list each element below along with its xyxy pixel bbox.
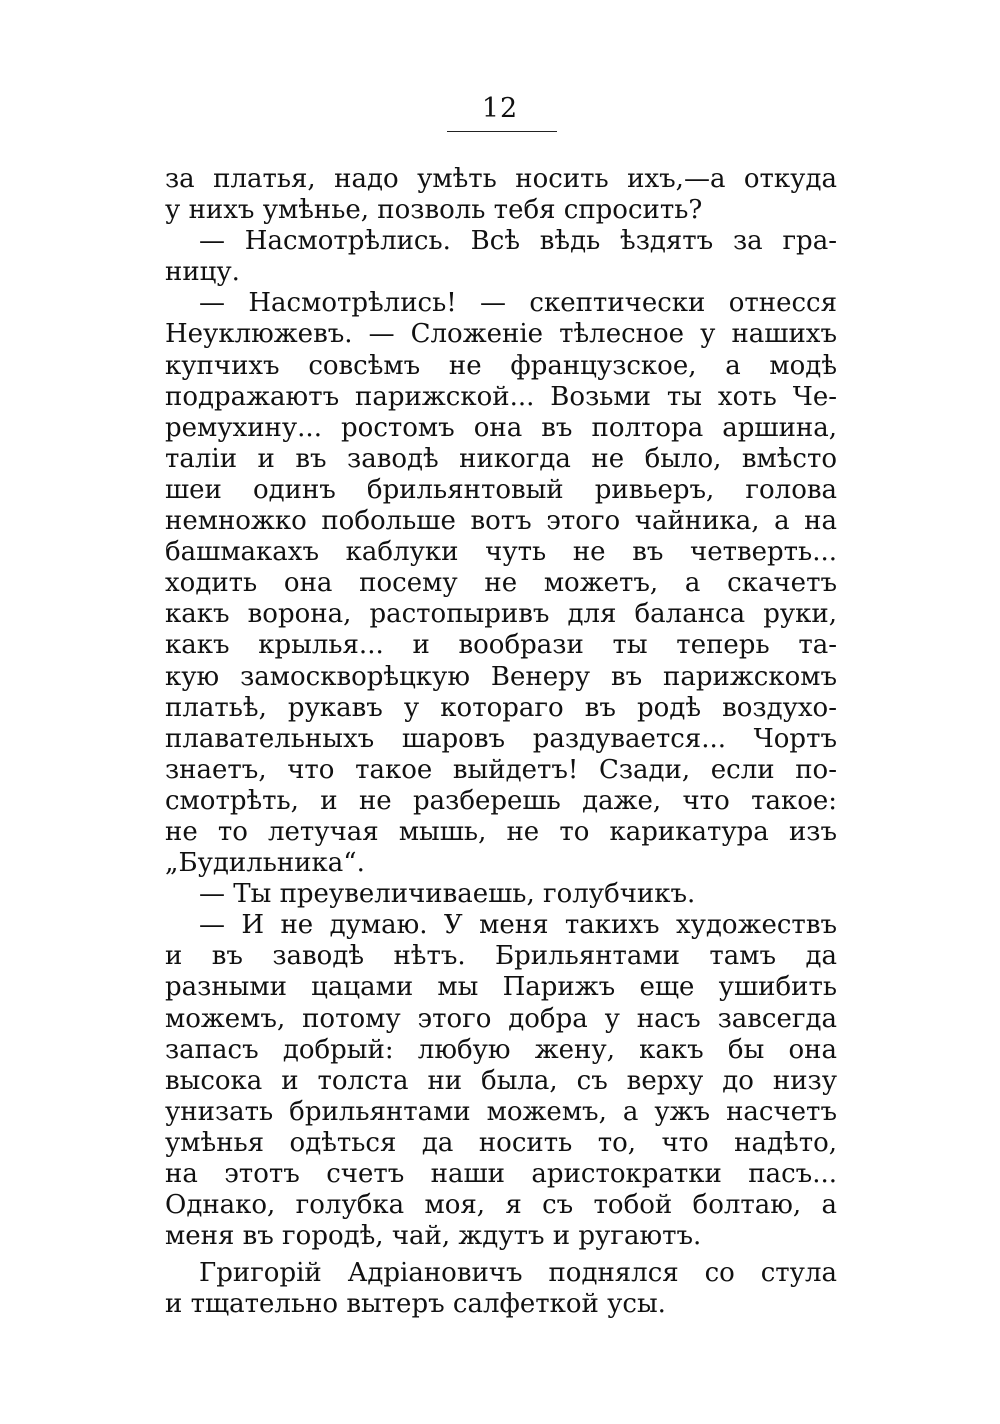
text-line: ницу.: [165, 257, 240, 288]
text-line: разными цацами мы Парижъ еще ушибить: [165, 972, 837, 1003]
text-line: — Ты преувеличиваешь, голубчикъ.: [199, 879, 696, 910]
text-line: ходить она посему не можетъ, а скачетъ: [165, 568, 837, 599]
text-line: на этотъ счетъ наши аристократки пасъ...: [165, 1159, 837, 1189]
text-line: Неуклюжевъ. — Сложеніе тѣлесное у нашихъ: [165, 319, 837, 350]
text-line: шеи одинъ брильянтовый ривьеръ, голова: [165, 474, 837, 505]
text-line: Однако, голубка моя, я съ тобой болтаю, а: [165, 1190, 837, 1221]
text-line: подражаютъ парижской... Возьми ты хоть Че-: [165, 381, 837, 412]
text-line: купчихъ совсѣмъ не французское, а модѣ: [165, 350, 837, 381]
text-line: за платья, надо умѣть носить ихъ,—а откуда: [165, 164, 837, 194]
text-line: — И не думаю. У меня такихъ художествъ: [199, 910, 837, 941]
text-line: и въ заводѣ нѣтъ. Брильянтами тамъ да: [165, 941, 837, 972]
text-line: — Насмотрѣлись. Всѣ вѣдь ѣздятъ за гра-: [199, 226, 837, 257]
text-line: „Будильника“.: [165, 848, 365, 879]
text-line: — Насмотрѣлись! — скептически отнесся: [199, 288, 837, 319]
text-line: умѣнья одѣться да носить то, что надѣто,: [165, 1127, 837, 1158]
text-line: можемъ, потому этого добра у насъ завсегда: [165, 1003, 837, 1034]
text-line: башмакахъ каблуки чуть не въ четверть...: [165, 537, 837, 568]
text-line: ремухину... ростомъ она въ полтора аршина,: [165, 412, 837, 443]
text-line: высока и толста ни была, съ верху до низу: [165, 1065, 837, 1096]
text-line: меня въ городѣ, чай, ждутъ и ругаютъ.: [165, 1221, 702, 1252]
text-line: знаетъ, что такое выйдетъ! Сзади, если по-: [165, 754, 837, 785]
page-number-rule: [447, 131, 557, 132]
text-line: немножко побольше вотъ этого чайника, а на: [165, 506, 837, 537]
text-line: кую замоскворѣцкую Венеру въ парижскомъ: [165, 661, 837, 692]
text-line: у нихъ умѣнье, позволь тебя спросить?: [165, 195, 703, 226]
page-number: 12: [481, 93, 519, 124]
text-line: унизать брильянтами можемъ, а ужъ насчетъ: [165, 1096, 837, 1127]
text-line: какъ ворона, растопыривъ для баланса руки,: [165, 599, 837, 630]
text-line: смотрѣть, и не разберешь даже, что такое:: [165, 785, 837, 816]
text-line: запасъ добрый: любую жену, какъ бы она: [165, 1034, 837, 1065]
text-line: Григорій Адріановичъ поднялся со стула: [199, 1258, 837, 1289]
text-line: не то летучая мышь, не то карикатура изъ: [165, 816, 837, 847]
body-text: [165, 164, 837, 1320]
text-line: какъ крылья... и вообрази ты теперь та-: [165, 630, 837, 661]
text-line: таліи и въ заводѣ никогда не было, вмѣсто: [165, 443, 837, 474]
text-line: плавательныхъ шаровъ раздувается... Чортъ: [165, 723, 837, 754]
text-line: платьѣ, рукавъ у котораго въ родѣ воздухо-: [165, 692, 837, 723]
text-line: и тщательно вытеръ салфеткой усы.: [165, 1289, 666, 1320]
